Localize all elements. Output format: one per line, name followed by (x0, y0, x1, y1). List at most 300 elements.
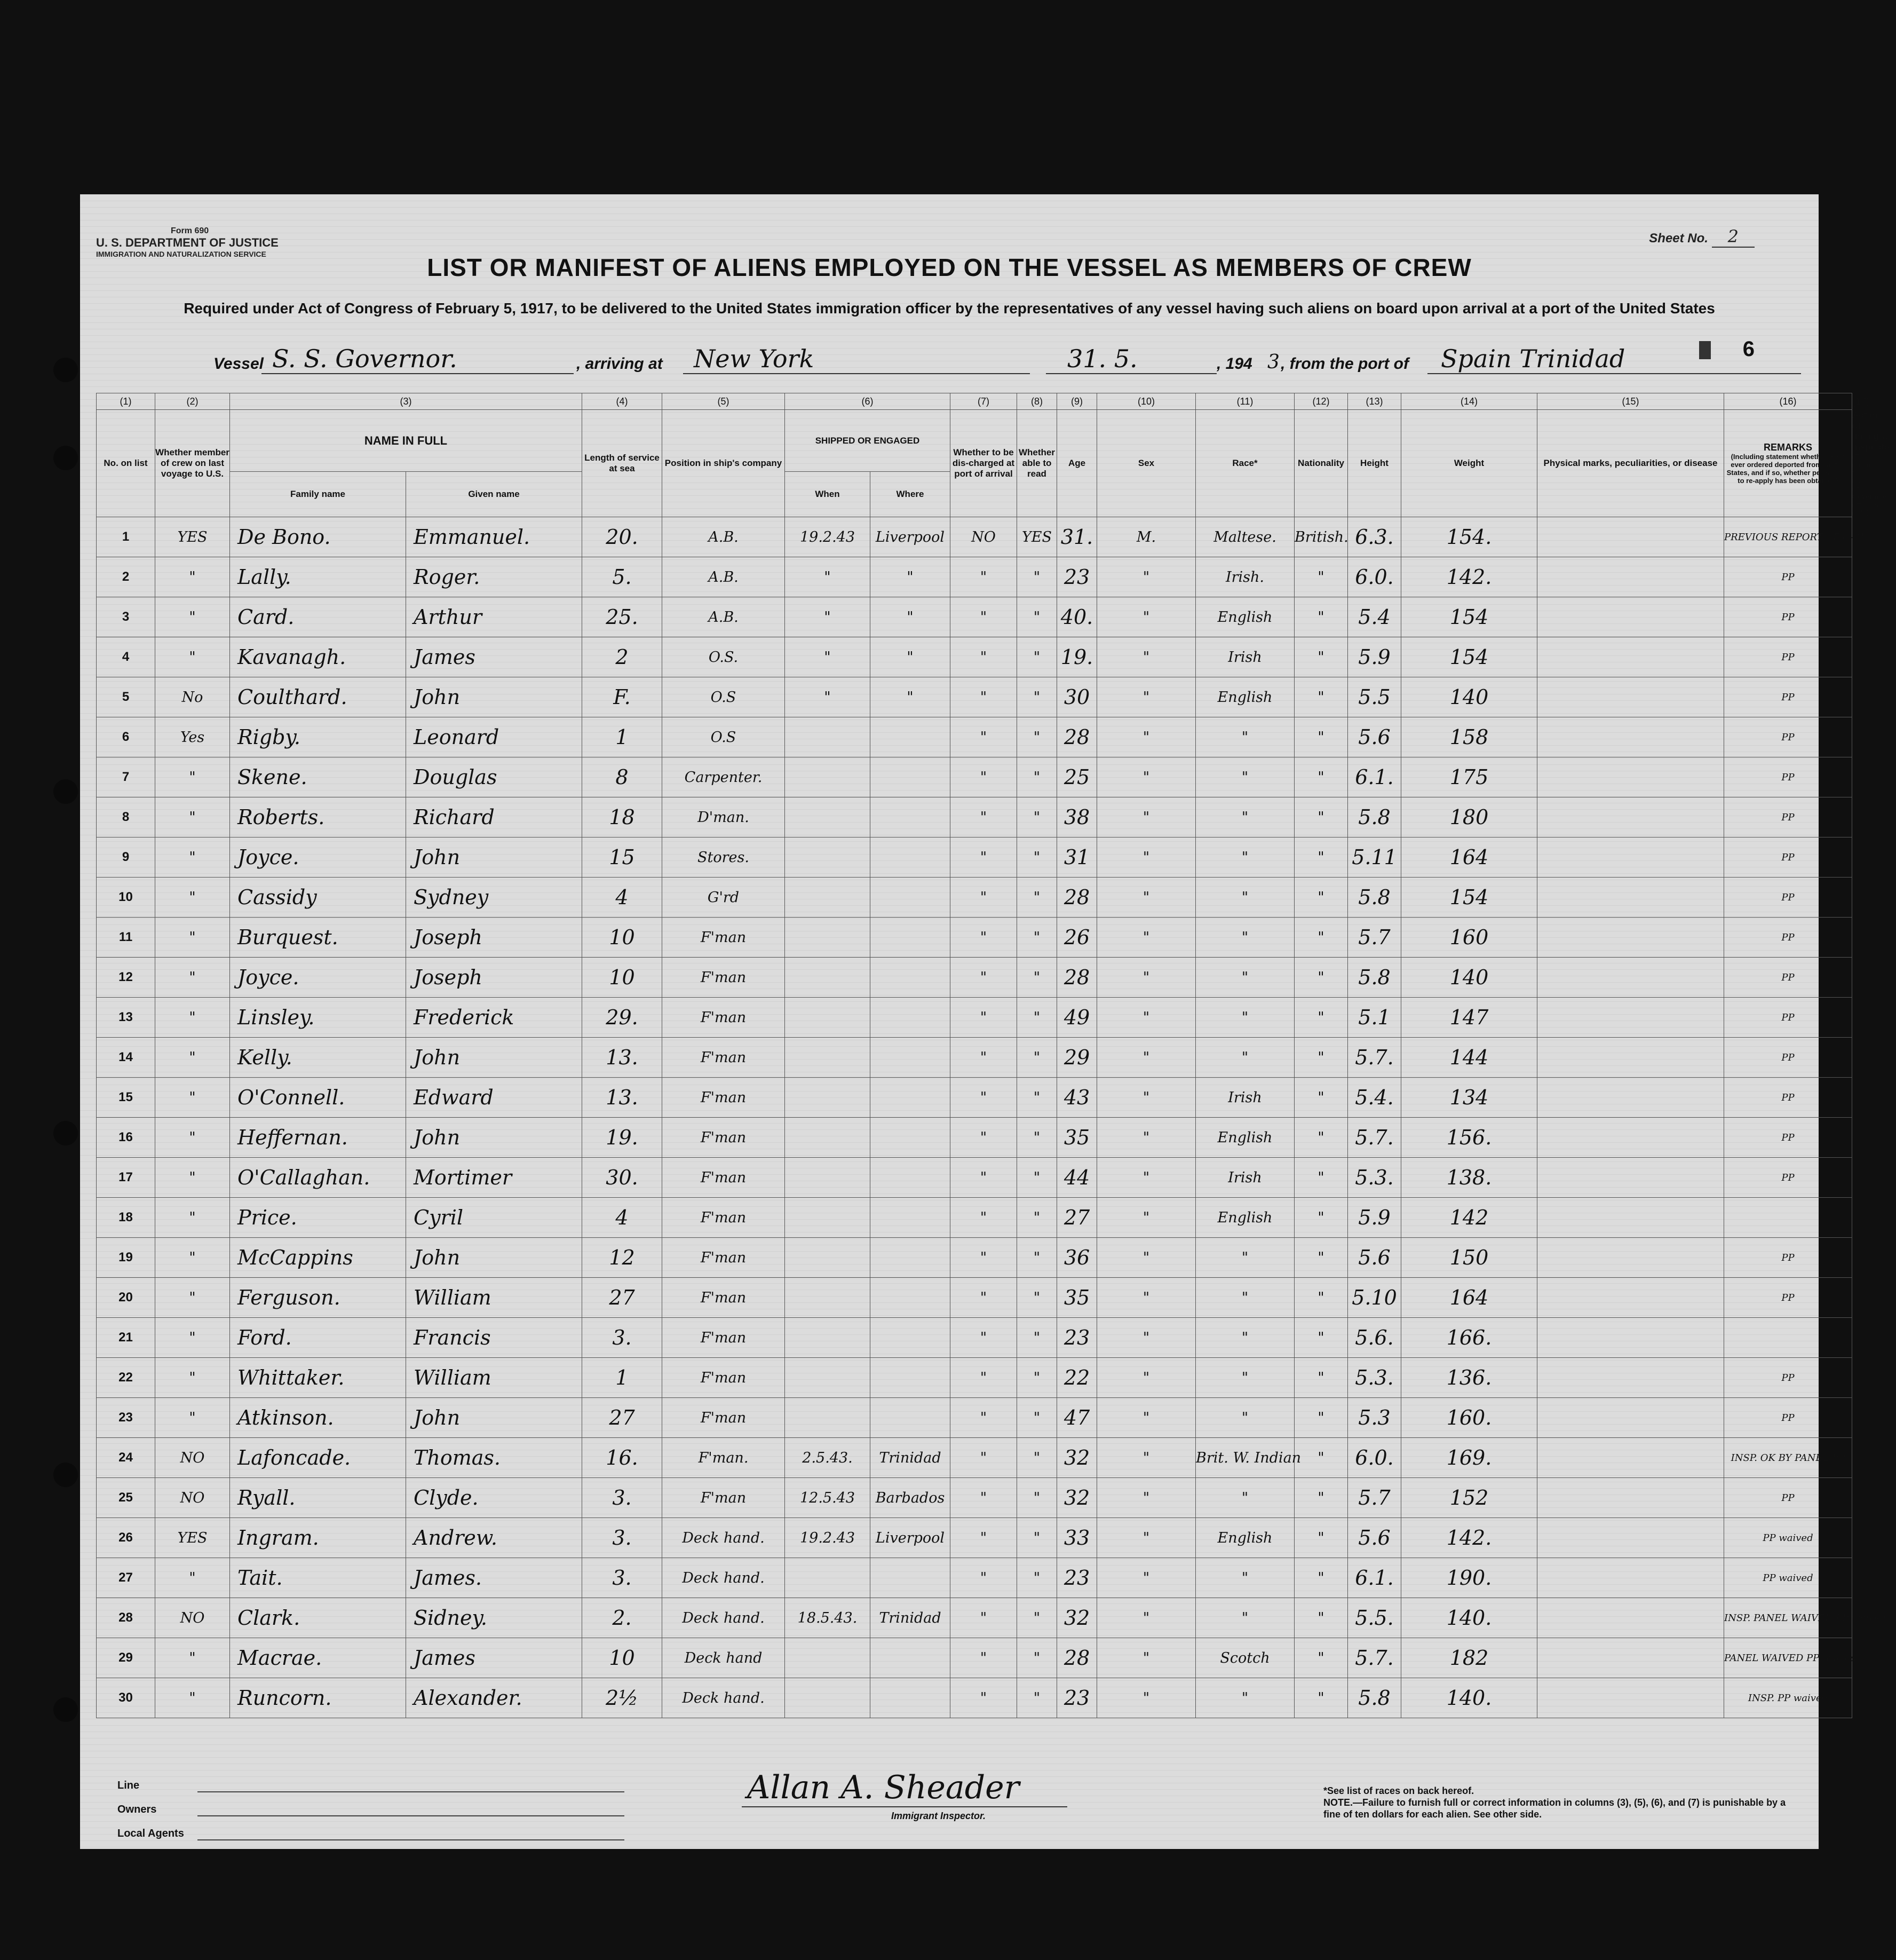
cell-when: " (785, 677, 870, 717)
cell-age: 23 (1057, 1678, 1097, 1718)
cell-physical (1537, 1478, 1724, 1518)
cell-disch: " (950, 1478, 1017, 1518)
cell-prev: NO (155, 1438, 230, 1478)
cell-height: 5.6 (1348, 1518, 1401, 1558)
cell-position: A.B. (662, 557, 785, 597)
cell-position: O.S. (662, 637, 785, 677)
col-num-16: (16) (1724, 393, 1852, 410)
cell-weight: 160. (1401, 1398, 1537, 1438)
cell-where: " (870, 597, 950, 637)
cell-remarks: PP (1724, 1478, 1852, 1518)
cell-given: Joseph (406, 958, 582, 998)
cell-height: 5.9 (1348, 1198, 1401, 1238)
cell-remarks: PP (1724, 677, 1852, 717)
table-row (97, 1238, 1852, 1278)
cell-age: 36 (1057, 1238, 1097, 1278)
punch-hole (53, 358, 78, 382)
cell-disch: " (950, 1038, 1017, 1078)
cell-no: 11 (97, 918, 155, 958)
cell-position: Carpenter. (662, 757, 785, 797)
cell-service: 19. (582, 1118, 662, 1158)
cell-family: Rigby. (230, 717, 406, 757)
col-num-3: (3) (230, 393, 582, 410)
cell-age: 35 (1057, 1118, 1097, 1158)
cell-disch: NO (950, 517, 1017, 557)
header-name-in-full: NAME IN FULL (230, 410, 582, 472)
cell-position: F'man (662, 1238, 785, 1278)
cell-height: 6.3. (1348, 517, 1401, 557)
cell-age: 33 (1057, 1518, 1097, 1558)
cell-physical (1537, 878, 1724, 918)
cell-prev: YES (155, 1518, 230, 1558)
cell-height: 5.4. (1348, 1078, 1401, 1118)
cell-remarks: PP (1724, 958, 1852, 998)
cell-disch: " (950, 837, 1017, 878)
cell-age: 38 (1057, 797, 1097, 837)
cell-where (870, 1358, 950, 1398)
cell-remarks: PP (1724, 878, 1852, 918)
cell-where (870, 837, 950, 878)
cell-family: Clark. (230, 1598, 406, 1638)
cell-service: 18 (582, 797, 662, 837)
cell-disch: " (950, 918, 1017, 958)
cell-disch: " (950, 1398, 1017, 1438)
cell-position: F'man (662, 1278, 785, 1318)
cell-physical (1537, 1598, 1724, 1638)
cell-remarks: PP (1724, 637, 1852, 677)
cell-where (870, 1318, 950, 1358)
cell-position: F'man (662, 958, 785, 998)
cell-nat: " (1295, 1078, 1348, 1118)
cell-height: 5.7 (1348, 1478, 1401, 1518)
cell-race: Maltese. (1196, 517, 1295, 557)
cell-read: YES (1017, 517, 1057, 557)
vessel-label: Vessel (213, 355, 264, 373)
cell-prev: YES (155, 517, 230, 557)
cell-physical (1537, 1438, 1724, 1478)
cell-family: Macrae. (230, 1638, 406, 1678)
cell-age: 32 (1057, 1438, 1097, 1478)
cell-physical (1537, 1078, 1724, 1118)
cell-where (870, 757, 950, 797)
table-row (97, 1198, 1852, 1238)
header-nationality: Nationality (1295, 410, 1348, 517)
page-number (1699, 337, 1755, 361)
line-label: Line (117, 1780, 140, 1791)
cell-age: 31 (1057, 837, 1097, 878)
cell-position: Deck hand. (662, 1558, 785, 1598)
cell-remarks: PP (1724, 717, 1852, 757)
table-row (97, 717, 1852, 757)
cell-weight: 140. (1401, 1678, 1537, 1718)
cell-weight: 169. (1401, 1438, 1537, 1478)
cell-remarks: PP (1724, 918, 1852, 958)
cell-nat: " (1295, 1478, 1348, 1518)
cell-age: 35 (1057, 1278, 1097, 1318)
header-race: Race* (1196, 410, 1295, 517)
cell-physical (1537, 797, 1724, 837)
cell-height: 5.3. (1348, 1358, 1401, 1398)
cell-prev: " (155, 797, 230, 837)
cell-nat: British. (1295, 517, 1348, 557)
cell-sex: " (1097, 1518, 1196, 1558)
col-num-8: (8) (1017, 393, 1057, 410)
cell-when: " (785, 637, 870, 677)
cell-read: " (1017, 757, 1057, 797)
table-row (97, 918, 1852, 958)
cell-service: 15 (582, 837, 662, 878)
cell-physical (1537, 557, 1724, 597)
cell-position: F'man (662, 1358, 785, 1398)
header-given-name: Given name (406, 472, 582, 517)
cell-weight: 154 (1401, 878, 1537, 918)
cell-race: " (1196, 1358, 1295, 1398)
cell-race: " (1196, 958, 1295, 998)
cell-no: 27 (97, 1558, 155, 1598)
cell-nat: " (1295, 797, 1348, 837)
cell-where: Barbados (870, 1478, 950, 1518)
col-num-1: (1) (97, 393, 155, 410)
cell-sex: " (1097, 1678, 1196, 1718)
cell-weight: 142. (1401, 1518, 1537, 1558)
header-remarks (1724, 410, 1852, 517)
header-member-last-voyage: Whether member of crew on last voyage to U.S. (155, 410, 230, 517)
cell-no: 25 (97, 1478, 155, 1518)
cell-remarks: PP (1724, 1158, 1852, 1198)
cell-nat: " (1295, 1318, 1348, 1358)
cell-no: 8 (97, 797, 155, 837)
cell-service: 27 (582, 1278, 662, 1318)
cell-position: F'man (662, 1198, 785, 1238)
cell-where (870, 958, 950, 998)
form-number: Form 690 (171, 226, 209, 235)
cell-when (785, 918, 870, 958)
cell-weight: 138. (1401, 1158, 1537, 1198)
cell-remarks: PP waived (1724, 1518, 1852, 1558)
cell-nat: " (1295, 1598, 1348, 1638)
cell-read: " (1017, 1358, 1057, 1398)
cell-prev: " (155, 918, 230, 958)
cell-prev: " (155, 878, 230, 918)
cell-physical (1537, 1038, 1724, 1078)
cell-disch: " (950, 1118, 1017, 1158)
table-row (97, 1678, 1852, 1718)
cell-race: " (1196, 1038, 1295, 1078)
cell-nat: " (1295, 1678, 1348, 1718)
cell-weight: 142. (1401, 557, 1537, 597)
cell-when (785, 757, 870, 797)
cell-no: 18 (97, 1198, 155, 1238)
cell-prev: " (155, 837, 230, 878)
cell-weight: 140 (1401, 677, 1537, 717)
cell-age: 28 (1057, 878, 1097, 918)
cell-service: 3. (582, 1478, 662, 1518)
cell-nat: " (1295, 1358, 1348, 1398)
cell-read: " (1017, 1598, 1057, 1638)
cell-where (870, 1118, 950, 1158)
cell-family: Whittaker. (230, 1358, 406, 1398)
cell-weight: 190. (1401, 1558, 1537, 1598)
cell-given: Leonard (406, 717, 582, 757)
cell-family: De Bono. (230, 517, 406, 557)
cell-nat: " (1295, 1518, 1348, 1558)
cell-service: 3. (582, 1518, 662, 1558)
cell-no: 30 (97, 1678, 155, 1718)
cell-remarks: PP (1724, 1398, 1852, 1438)
cell-sex: " (1097, 1558, 1196, 1598)
cell-where (870, 1038, 950, 1078)
cell-when (785, 717, 870, 757)
cell-weight: 147 (1401, 998, 1537, 1038)
cell-given: Sidney. (406, 1598, 582, 1638)
cell-disch: " (950, 1558, 1017, 1598)
cell-family: Atkinson. (230, 1398, 406, 1438)
cell-given: John (406, 1038, 582, 1078)
header-when: When (785, 472, 870, 517)
cell-given: Edward (406, 1078, 582, 1118)
punch-hole (53, 1697, 78, 1722)
cell-age: 19. (1057, 637, 1097, 677)
header-shipped-engaged: SHIPPED OR ENGAGED (785, 410, 950, 472)
cell-weight: 152 (1401, 1478, 1537, 1518)
cell-nat: " (1295, 1438, 1348, 1478)
cell-prev: No (155, 677, 230, 717)
cell-sex: " (1097, 918, 1196, 958)
header-family-name: Family name (230, 472, 406, 517)
cell-sex: " (1097, 998, 1196, 1038)
local-agents-label: Local Agents (117, 1828, 184, 1839)
cell-sex: " (1097, 837, 1196, 878)
cell-age: 26 (1057, 918, 1097, 958)
cell-height: 5.8 (1348, 958, 1401, 998)
cell-no: 22 (97, 1358, 155, 1398)
cell-remarks: INSP. PP waived (1724, 1678, 1852, 1718)
cell-read: " (1017, 1478, 1057, 1518)
department-name: U. S. DEPARTMENT OF JUSTICE (96, 236, 279, 249)
cell-given: Mortimer (406, 1158, 582, 1198)
cell-no: 12 (97, 958, 155, 998)
cell-service: 2 (582, 637, 662, 677)
cell-height: 5.6 (1348, 717, 1401, 757)
from-port: Spain Trinidad (1441, 344, 1625, 373)
cell-disch: " (950, 998, 1017, 1038)
cell-age: 27 (1057, 1198, 1097, 1238)
table-row (97, 1118, 1852, 1158)
cell-race: " (1196, 797, 1295, 837)
cell-read: " (1017, 1638, 1057, 1678)
cell-race: " (1196, 1238, 1295, 1278)
cell-age: 31. (1057, 517, 1097, 557)
cell-height: 5.7 (1348, 918, 1401, 958)
cell-race: English (1196, 597, 1295, 637)
cell-disch: " (950, 1158, 1017, 1198)
cell-height: 5.7. (1348, 1038, 1401, 1078)
cell-race: English (1196, 1198, 1295, 1238)
cell-nat: " (1295, 717, 1348, 757)
cell-physical (1537, 717, 1724, 757)
cell-height: 5.10 (1348, 1278, 1401, 1318)
cell-service: 4 (582, 1198, 662, 1238)
cell-when: 18.5.43. (785, 1598, 870, 1638)
cell-service: 1 (582, 1358, 662, 1398)
cell-position: Deck hand. (662, 1518, 785, 1558)
cell-age: 43 (1057, 1078, 1097, 1118)
cell-race: " (1196, 1558, 1295, 1598)
cell-position: F'man. (662, 1438, 785, 1478)
cell-no: 10 (97, 878, 155, 918)
cell-when (785, 797, 870, 837)
cell-physical (1537, 1278, 1724, 1318)
cell-family: Coulthard. (230, 677, 406, 717)
cell-prev: " (155, 557, 230, 597)
cell-race: " (1196, 717, 1295, 757)
cell-read: " (1017, 918, 1057, 958)
cell-physical (1537, 1558, 1724, 1598)
cell-given: Sydney (406, 878, 582, 918)
cell-disch: " (950, 1198, 1017, 1238)
cell-when: " (785, 597, 870, 637)
col-num-7: (7) (950, 393, 1017, 410)
cell-physical (1537, 1318, 1724, 1358)
cell-weight: 180 (1401, 797, 1537, 837)
cell-weight: 140. (1401, 1598, 1537, 1638)
cell-age: 44 (1057, 1158, 1097, 1198)
cell-position: Deck hand. (662, 1598, 785, 1638)
manifest-sheet (80, 194, 1896, 1849)
cell-read: " (1017, 998, 1057, 1038)
cell-sex: " (1097, 1478, 1196, 1518)
table-row (97, 1358, 1852, 1398)
cell-family: Heffernan. (230, 1118, 406, 1158)
cell-family: Lally. (230, 557, 406, 597)
cell-family: Burquest. (230, 918, 406, 958)
cell-no: 28 (97, 1598, 155, 1638)
cell-position: Deck hand (662, 1638, 785, 1678)
cell-service: 10 (582, 918, 662, 958)
cell-physical (1537, 637, 1724, 677)
cell-race: " (1196, 878, 1295, 918)
header-age: Age (1057, 410, 1097, 517)
table-row (97, 1158, 1852, 1198)
from-port-label: , from the port of (1281, 355, 1409, 373)
cell-no: 7 (97, 757, 155, 797)
cell-prev: NO (155, 1598, 230, 1638)
cell-sex: " (1097, 1038, 1196, 1078)
cell-remarks: PANEL WAIVED PP waived (1724, 1638, 1852, 1678)
cell-weight: 144 (1401, 1038, 1537, 1078)
col-num-2: (2) (155, 393, 230, 410)
header-weight: Weight (1401, 410, 1537, 517)
cell-prev: " (155, 958, 230, 998)
cell-service: 4 (582, 878, 662, 918)
cell-when (785, 958, 870, 998)
cell-remarks (1724, 1198, 1852, 1238)
cell-family: Ferguson. (230, 1278, 406, 1318)
cell-height: 5.7. (1348, 1638, 1401, 1678)
cell-age: 32 (1057, 1478, 1097, 1518)
cell-given: William (406, 1278, 582, 1318)
cell-height: 5.7. (1348, 1118, 1401, 1158)
cell-given: John (406, 677, 582, 717)
col-num-5: (5) (662, 393, 785, 410)
cell-service: 10 (582, 958, 662, 998)
cell-disch: " (950, 1318, 1017, 1358)
cell-given: Andrew. (406, 1518, 582, 1558)
cell-where (870, 717, 950, 757)
cell-position: O.S (662, 677, 785, 717)
cell-remarks: PP (1724, 1038, 1852, 1078)
table-row (97, 1478, 1852, 1518)
cell-sex: " (1097, 1318, 1196, 1358)
header-row-1: No. on list Whether member of crew on last voyage to U.S. NAME IN FULL Length of service at sea Position in ship's company SHIPPED OR ENGAGED Whether to be dis-charged at port of arrival Whether able to read Age Sex Race* Nationality Height Weight Physical marks, peculiarities, or disease REMARKS (Including statement whether alien ever ordered deported from United States, and if so, whether permission to re-apply has been obtained) Action of Immigrant Inspector (This column for use of Government officials only) (97, 410, 1852, 472)
service-name: IMMIGRATION AND NATURALIZATION SERVICE (96, 250, 266, 258)
cell-family: Ryall. (230, 1478, 406, 1518)
remarks-title: REMARKS (1763, 442, 1812, 453)
cell-when: 12.5.43 (785, 1478, 870, 1518)
cell-race: " (1196, 1598, 1295, 1638)
cell-where (870, 1158, 950, 1198)
cell-race: " (1196, 837, 1295, 878)
table-row (97, 1278, 1852, 1318)
cell-read: " (1017, 1278, 1057, 1318)
punch-hole (53, 1121, 78, 1145)
cell-height: 5.6 (1348, 1238, 1401, 1278)
cell-race: Irish. (1196, 557, 1295, 597)
header-height: Height (1348, 410, 1401, 517)
cell-when (785, 1278, 870, 1318)
cell-prev: NO (155, 1478, 230, 1518)
cell-position: F'man (662, 1318, 785, 1358)
cell-nat: " (1295, 557, 1348, 597)
table-row (97, 1398, 1852, 1438)
col-num-11: (11) (1196, 393, 1295, 410)
cell-when (785, 1638, 870, 1678)
cell-nat: " (1295, 677, 1348, 717)
cell-service: 20. (582, 517, 662, 557)
cell-no: 26 (97, 1518, 155, 1558)
col-num-14: (14) (1401, 393, 1537, 410)
cell-service: 27 (582, 1398, 662, 1438)
cell-race: Brit. W. Indian (1196, 1438, 1295, 1478)
cell-physical (1537, 517, 1724, 557)
cell-where (870, 918, 950, 958)
cell-read: " (1017, 637, 1057, 677)
arriving-label: , arriving at (576, 355, 663, 373)
cell-read: " (1017, 1078, 1057, 1118)
cell-no: 4 (97, 637, 155, 677)
cell-race: Irish (1196, 637, 1295, 677)
cell-family: O'Connell. (230, 1078, 406, 1118)
cell-service: 12 (582, 1238, 662, 1278)
cell-prev: " (155, 998, 230, 1038)
cell-given: John (406, 1238, 582, 1278)
cell-disch: " (950, 557, 1017, 597)
cell-service: 13. (582, 1078, 662, 1118)
cell-prev: " (155, 1158, 230, 1198)
cell-remarks: PP (1724, 1078, 1852, 1118)
cell-disch: " (950, 637, 1017, 677)
cell-when (785, 878, 870, 918)
table-row (97, 517, 1852, 557)
cell-height: 5.9 (1348, 637, 1401, 677)
cell-position: Stores. (662, 837, 785, 878)
cell-where: " (870, 677, 950, 717)
cell-age: 28 (1057, 958, 1097, 998)
cell-when (785, 1118, 870, 1158)
cell-no: 3 (97, 597, 155, 637)
cell-read: " (1017, 597, 1057, 637)
cell-nat: " (1295, 1638, 1348, 1678)
